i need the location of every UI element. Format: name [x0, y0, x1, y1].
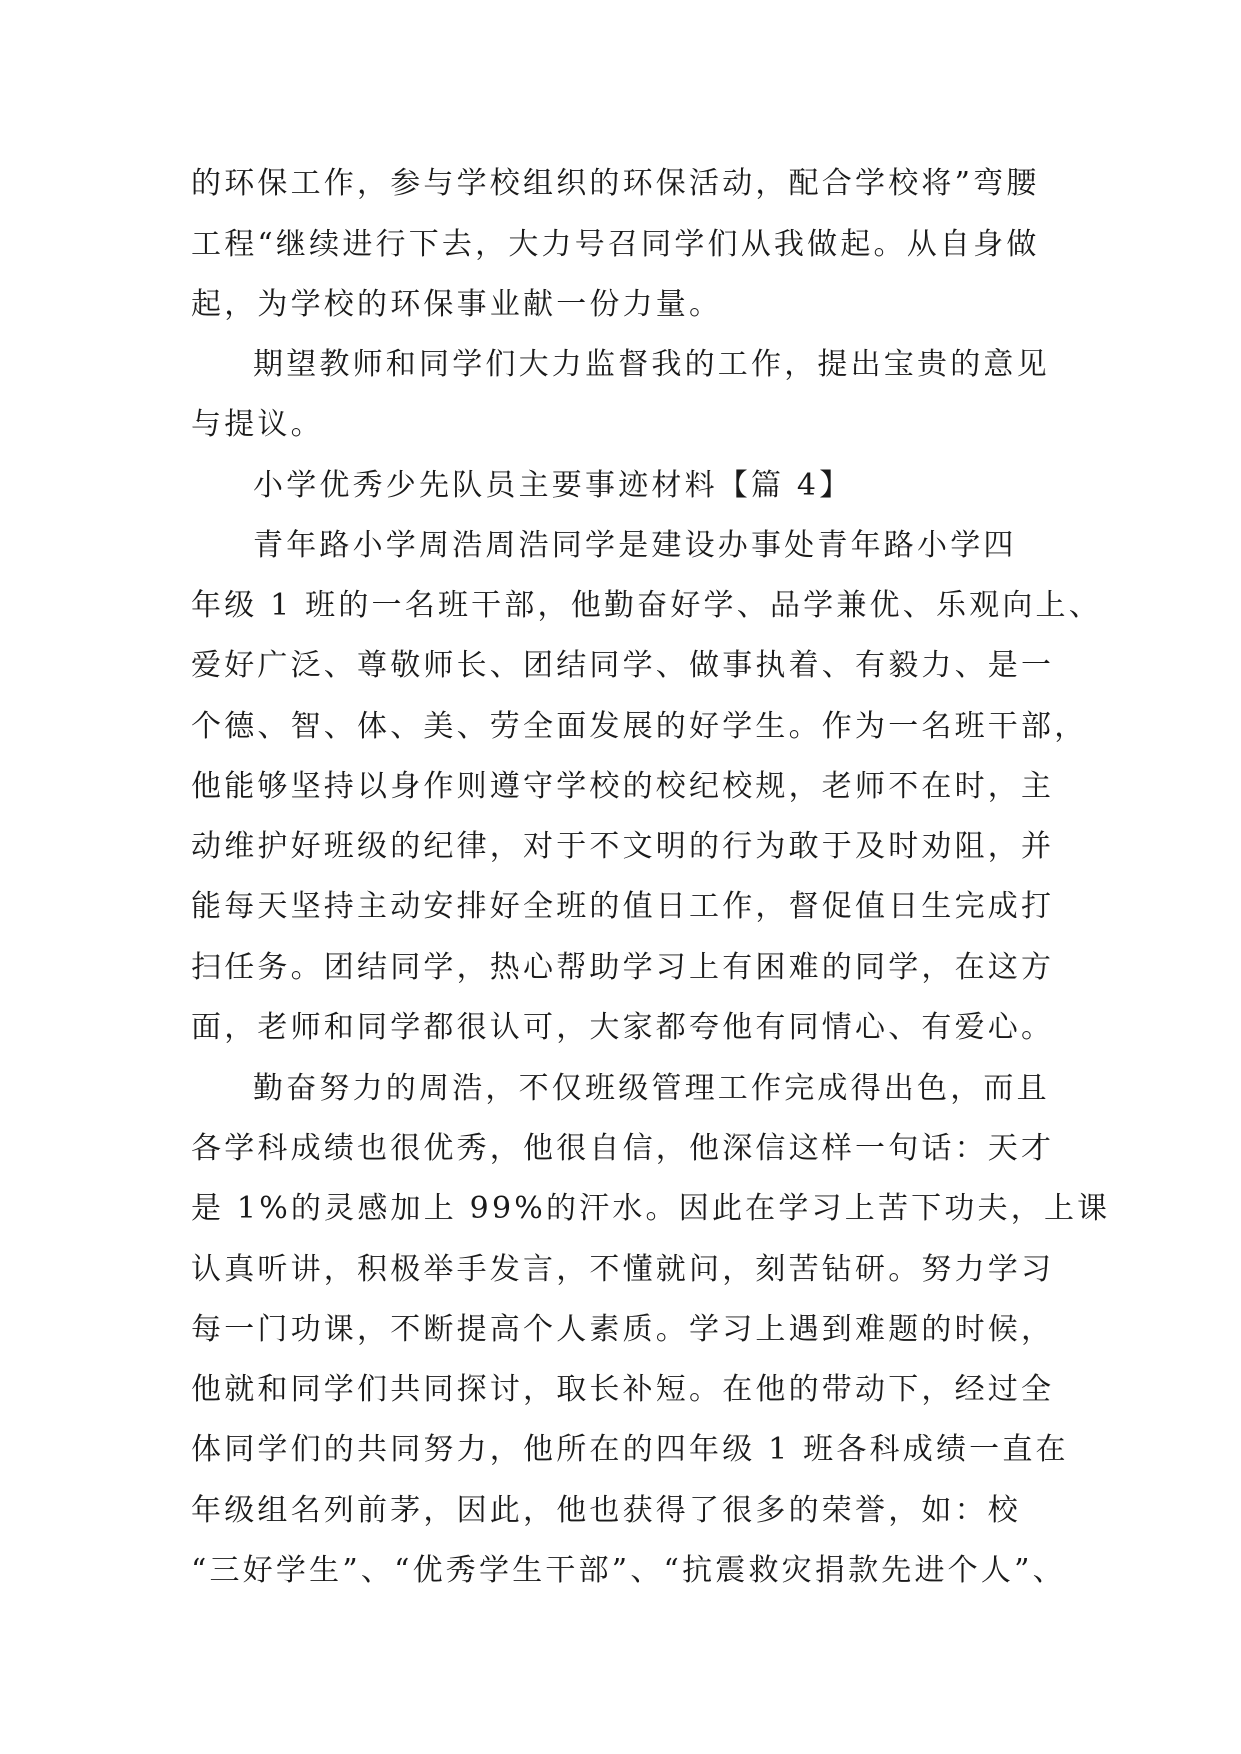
text-line: 体同学们的共同努力，他所在的四年级 1 班各科成绩一直在: [191, 1432, 1069, 1467]
text-line: 能每天坚持主动安排好全班的值日工作，督促值日生完成打: [191, 889, 1055, 924]
text-line: 年级 1 班的一名班干部，他勤奋好学、品学兼优、乐观向上、: [191, 588, 1102, 623]
text-line: 个德、智、体、美、劳全面发展的好学生。作为一名班干部，: [191, 709, 1088, 744]
text-line: 是 1%的灵感加上 99%的汗水。因此在学习上苦下功夫，上课: [191, 1191, 1111, 1226]
text-line: 勤奋努力的周浩，不仅班级管理工作完成得出色，而且: [253, 1071, 1050, 1106]
text-line: 动维护好班级的纪律，对于不文明的行为敢于及时劝阻，并: [191, 829, 1055, 864]
text-line: 年级组名列前茅，因此，他也获得了很多的荣誉，如：校: [191, 1493, 1021, 1528]
text-line: 各学科成绩也很优秀，他很自信，他深信这样一句话：天才: [191, 1131, 1055, 1166]
text-line: 面，老师和同学都很认可，大家都夸他有同情心、有爱心。: [191, 1010, 1055, 1045]
text-line: 期望教师和同学们大力监督我的工作，提出宝贵的意见: [253, 347, 1050, 382]
text-line: 工程“继续进行下去，大力号召同学们从我做起。从自身做: [191, 227, 1040, 262]
text-line: 他能够坚持以身作则遵守学校的校纪校规，老师不在时，主: [191, 769, 1055, 804]
text-line: 认真听讲，积极举手发言，不懂就问，刻苦钻研。努力学习: [191, 1252, 1055, 1287]
text-line: 青年路小学周浩周浩同学是建设办事处青年路小学四: [253, 528, 1017, 563]
text-line: 每一门功课，不断提高个人素质。学习上遇到难题的时候，: [191, 1312, 1055, 1347]
section-heading: 小学优秀少先队员主要事迹材料【篇 4】: [253, 468, 853, 503]
text-line: 爱好广泛、尊敬师长、团结同学、做事执着、有毅力、是一: [191, 648, 1055, 683]
text-line: 扫任务。团结同学，热心帮助学习上有困难的同学，在这方: [191, 950, 1055, 985]
text-line: “三好学生”、“优秀学生干部”、“抗震救灾捐款先进个人”、: [191, 1553, 1066, 1588]
text-line: 与提议。: [191, 407, 324, 442]
text-line: 的环保工作，参与学校组织的环保活动，配合学校将”弯腰: [191, 166, 1040, 201]
text-line: 起，为学校的环保事业献一份力量。: [191, 287, 723, 322]
text-line: 他就和同学们共同探讨，取长补短。在他的带动下，经过全: [191, 1372, 1055, 1407]
